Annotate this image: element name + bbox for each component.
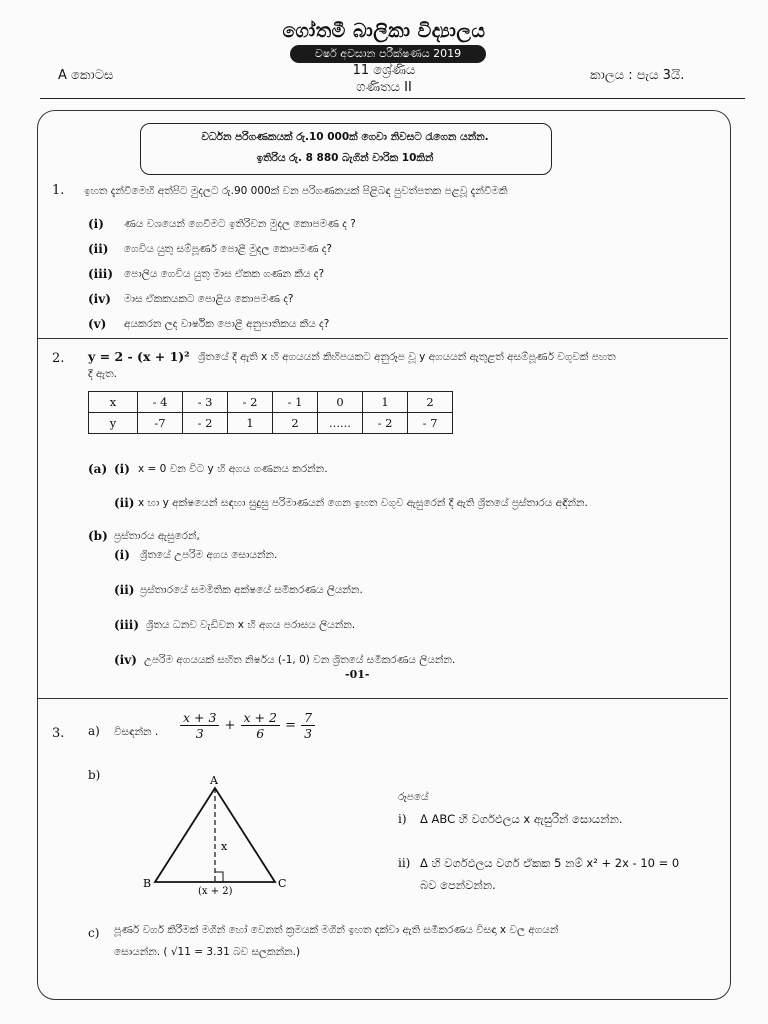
- q2-b-i-label: (i): [114, 548, 130, 562]
- table-cell: 0: [318, 392, 363, 413]
- right-angle-mark: [215, 872, 223, 882]
- table-cell: - 2: [363, 413, 408, 434]
- q2-b-iv-label: (iv): [114, 653, 137, 667]
- q2-b-ii-label: (ii): [114, 583, 135, 597]
- table-cell: 2: [273, 413, 318, 434]
- q1-v-text: අයකරන ලද වාර්ෂික පොළී අනුපාතිකය කීය ද?: [124, 318, 330, 330]
- q1-ii-label: (ii): [88, 242, 109, 256]
- school-name: ගෝතමී බාලිකා විද්‍යාලය: [282, 20, 486, 42]
- q1-i-text: ණය වශයෙන් ගෙවීමට ඉතිරිවන මුදල කොපමණ ද ?: [124, 218, 356, 230]
- table-cell: 2: [408, 392, 453, 413]
- vertex-b: B: [143, 877, 152, 890]
- q3-a-label: a): [88, 724, 100, 738]
- q1-ii-text: ගෙවිය යුතු සම්පූර්ණ පොළී මුදල කොපමණ ද?: [124, 243, 332, 255]
- q3-c-label: c): [88, 926, 100, 940]
- q3-b-i-label: i): [398, 812, 407, 826]
- q3-equation: [180, 710, 315, 741]
- fraction-2-num: x + 2: [241, 710, 280, 726]
- divider-q1-q2: [38, 338, 728, 339]
- q2-a-i-text: x = 0 වන විට y හි අගය ගණනය කරන්න.: [138, 463, 328, 475]
- equals-sign: =: [285, 718, 296, 733]
- fraction-1: [180, 710, 219, 741]
- q1-iv-text: මාස ඒකකයකට පොළිය කොපමණ ද?: [124, 293, 294, 305]
- vertex-c: C: [278, 877, 287, 890]
- q2-b-iii-label: (iii): [114, 618, 140, 632]
- table-cell: - 2: [228, 392, 273, 413]
- q2-stem-line2: දී ඇත.: [88, 368, 117, 380]
- table-row-y: [89, 413, 453, 434]
- table-cell: - 3: [183, 392, 228, 413]
- q3-c-text: පූර්ණ වර්ග කිරීමක් මගින් හෝ වෙනත් ක්‍රමයක් මගින් ඉහත දක්වා ඇති සමීකරණය විසඳා x වල අගයන්: [114, 924, 559, 936]
- q3-b-ii-line2: බව පෙන්වන්න.: [420, 878, 496, 892]
- fraction-2-den: 6: [256, 726, 265, 741]
- triangle-diagram: [130, 766, 300, 898]
- q3-b-heading: රූපයේ: [398, 791, 429, 803]
- q2-b-label: (b): [88, 529, 108, 543]
- q2-b-i-text: ශ්‍රිතයේ උපරිම අගය සොයන්න.: [140, 549, 278, 561]
- q2-b-stem: ප්‍රස්තාරය ඇසුරෙන්,: [114, 530, 200, 542]
- section-label: A කොටස: [58, 68, 114, 83]
- q1-i-label: (i): [88, 217, 104, 231]
- base-label: (x + 2): [198, 886, 233, 897]
- fraction-3-num: 7: [301, 710, 315, 726]
- divider-q2-q3: [38, 698, 728, 699]
- plus-sign: +: [224, 718, 236, 733]
- q3-c-line2: සොයන්න. ( √11 = 3.31 බව සලකන්න.): [114, 946, 301, 958]
- vertex-a: A: [210, 774, 218, 787]
- q2-a-ii-text: x හා y අක්ෂයෙන් සඳහා සුදුසු පරිමාණයන් ගෙන ඉහත වගුව ඇසුරෙන් දී ඇති ශ්‍රිතයේ ප්‍රස්තාරය අඳින්න.: [138, 497, 588, 509]
- subject-label: ගණිතය II: [356, 80, 412, 95]
- time-label: කාලය : පැය 3යි.: [590, 68, 685, 83]
- grade-label: 11 ශ්‍රේණිය: [352, 63, 416, 78]
- q2-equation: y = 2 - (x + 1)²: [88, 349, 190, 364]
- table-row-x: [89, 392, 453, 413]
- q2-a-i-label: (i): [114, 462, 130, 476]
- fraction-3-den: 3: [304, 726, 313, 741]
- triangle-abc: [155, 788, 275, 882]
- height-label: x: [221, 840, 228, 853]
- q3-number: 3.: [52, 726, 65, 741]
- q3-b-ii-text: Δ හි වර්ගඵලය වර්ග ඒකක 5 නම් x² + 2x - 10 = 0: [420, 856, 680, 870]
- q3-b-i-text: Δ ABC හි වර්ගඵලය x ඇසුරින් සොයන්න.: [420, 812, 623, 826]
- table-cell: ......: [318, 413, 363, 434]
- fraction-1-num: x + 3: [180, 710, 219, 726]
- q1-number: 1.: [52, 183, 65, 198]
- advert-line-1: වර්ධන පරිගණකයක් රු.10 000ක් ගෙවා නිවසට රැගෙන යන්න.: [201, 131, 489, 143]
- q1-iv-label: (iv): [88, 292, 111, 306]
- header-rule: [40, 98, 745, 99]
- q2-b-iii-text: ශ්‍රිතය ධනව වැඩිවන x හි අගය පරාසය ලියන්න.: [146, 619, 356, 631]
- advert-line-2: ඉතිරිය රු. 8 880 බැගින් වාරික 10කින්: [256, 152, 434, 164]
- fraction-1-den: 3: [195, 726, 204, 741]
- q1-stem: ඉහත දැන්වීමෙහි අත්පිට මුදලට රු.90 000ක් වන පරිගණකයක් පිළිබඳ පුවත්පතක පළවූ දැන්වීමකි: [84, 185, 508, 197]
- exam-banner: වර්ෂ අවසාන පරීක්ෂණය 2019: [290, 45, 486, 63]
- table-cell: - 7: [408, 413, 453, 434]
- table-cell: 1: [363, 392, 408, 413]
- table-header-x: x: [89, 392, 138, 413]
- values-table: [88, 391, 453, 434]
- q2-number: 2.: [52, 351, 65, 366]
- table-cell: 1: [228, 413, 273, 434]
- table-cell: - 2: [183, 413, 228, 434]
- table-cell: - 1: [273, 392, 318, 413]
- q1-iii-text: පොලිය ගෙවිය යුතු මාස ඒකක ගණන කීය ද?: [124, 268, 325, 280]
- table-cell: - 4: [138, 392, 183, 413]
- page-number: -01-: [345, 668, 370, 681]
- table-cell: -7: [138, 413, 183, 434]
- q3-a-text: විසඳන්න .: [114, 726, 159, 738]
- fraction-3: [301, 710, 315, 741]
- q3-b-label: b): [88, 768, 101, 782]
- fraction-2: [241, 710, 280, 741]
- q2-a-label: (a): [88, 462, 108, 476]
- q3-b-ii-label: ii): [398, 856, 411, 870]
- table-header-y: y: [89, 413, 138, 434]
- q1-v-label: (v): [88, 317, 107, 331]
- q2-a-ii-label: (ii): [114, 496, 135, 510]
- q2-b-iv-text: උපරිම අගයයක් සහිත නිර්ෂය (-1, 0) වන ශ්‍රිතයේ සමීකරණය ලියන්න.: [144, 654, 456, 666]
- q2-stem: ශ්‍රිතයේ දී ඇති x හි අගයයන් කිහිපයකට අනුරූප වූ y අගයයන් ඇතුළත් අසම්පූර්ණ වගුවක් පහත: [198, 351, 616, 363]
- q2-b-ii-text: ප්‍රස්තාරයේ සමමිතික අක්ෂයේ සමීකරණය ලියන්න.: [140, 584, 363, 596]
- q1-iii-label: (iii): [88, 267, 114, 281]
